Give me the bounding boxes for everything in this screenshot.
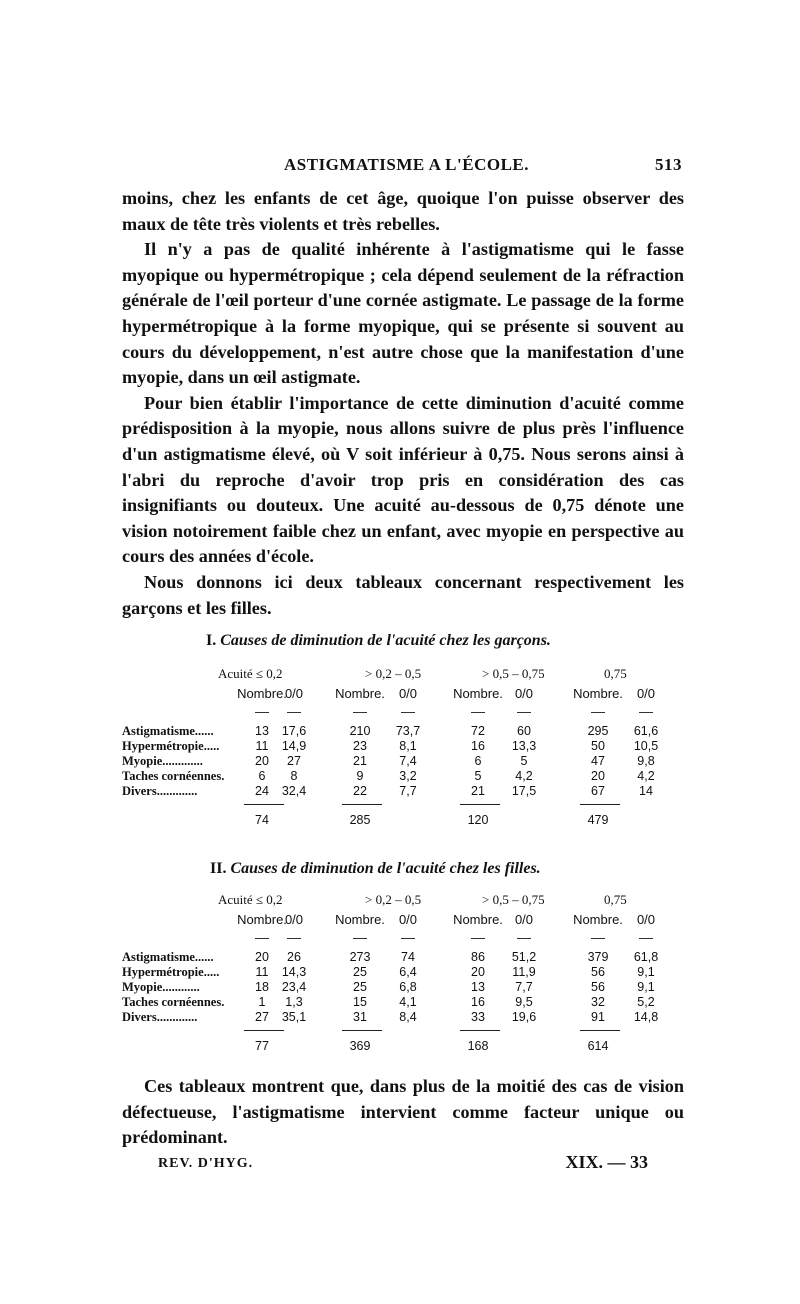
total-rule	[460, 1030, 500, 1031]
header-dash	[517, 938, 531, 939]
table-cell: 7,4	[399, 754, 417, 768]
table-cell: 14,8	[633, 1010, 659, 1024]
table-cell: 56	[591, 965, 605, 979]
header-dash	[591, 712, 605, 713]
table-cell: 9,1	[637, 980, 655, 994]
header-dash	[287, 712, 301, 713]
table-cell: 11	[255, 739, 269, 753]
paragraph: Ces tableaux montrent que, dans plus de la moitié des cas de vision défectueuse, l'astigmatisme intervient comme facteur unique ou prédominant.	[122, 1076, 684, 1148]
table-cell: 26	[287, 950, 301, 964]
header-dash	[471, 712, 485, 713]
table-cell: 22	[353, 784, 367, 798]
table-cell: 73,7	[395, 724, 421, 738]
table-cell: 14,9	[281, 739, 307, 753]
table-cell: 25	[353, 980, 367, 994]
paragraph: moins, chez les enfants de cet âge, quoique l'on puisse observer des maux de tête très violents et très rebelles.	[122, 188, 684, 234]
table-cell: 61,6	[633, 724, 659, 738]
table-cell: 16	[471, 739, 485, 753]
paragraph: Il n'y a pas de qualité inhérente à l'astigmatisme qui le fasse myopique ou hypermétropique ; cela dépend seulement de la réfraction générale de l'œil porteur d'une cornée astigmate. Le passage de la forme hypermétropique à la forme myopique, qui se présente si souvent au cours du développement, n'est autre chose que la manifestation d'une myopie, dans un œil astigmate.	[122, 239, 684, 388]
table-caption	[210, 860, 690, 878]
page-title: ASTIGMATISME A L'ÉCOLE.	[284, 155, 529, 174]
table-cell: 11	[255, 965, 269, 979]
column-total: 77	[255, 1039, 269, 1053]
column-header: Nombre.	[335, 686, 385, 701]
table-cell: 4,2	[515, 769, 533, 783]
table-cell: 20	[255, 950, 269, 964]
header-dash	[639, 938, 653, 939]
page-number: 513	[655, 155, 682, 174]
table-cell: 8	[290, 769, 298, 783]
column-group-header: 0,75	[604, 666, 627, 681]
table-cell: 51,2	[511, 950, 537, 964]
table-cell: 14,3	[281, 965, 307, 979]
column-group-header: Acuité ≤ 0,2	[218, 666, 283, 681]
column-header: Nombre.	[237, 912, 287, 927]
column-group-header: 0,75	[604, 892, 627, 907]
table-cell: 10,5	[633, 739, 659, 753]
table-cell: 4,1	[399, 995, 417, 1009]
table-cell: 21	[353, 754, 367, 768]
table-cell: 20	[591, 769, 605, 783]
row-label: Myopie.............	[122, 754, 203, 768]
statistics-table	[122, 666, 688, 842]
table-cell: 13	[471, 980, 485, 994]
table-cell: 21	[471, 784, 485, 798]
header-dash	[591, 938, 605, 939]
column-header: 0/0	[514, 912, 534, 927]
running-header	[122, 155, 682, 179]
table-cell: 3,2	[399, 769, 417, 783]
table-cell: 18	[255, 980, 269, 994]
table-cell: 23	[353, 739, 367, 753]
statistics-table	[122, 892, 688, 1068]
column-total: 74	[255, 813, 269, 827]
table-cell: 6	[258, 769, 266, 783]
column-header: Nombre.	[237, 686, 287, 701]
header-dash	[353, 712, 367, 713]
table-caption-text: Causes de diminution de l'acuité chez les garçons.	[220, 632, 551, 649]
table-cell: 20	[255, 754, 269, 768]
row-label: Hypermétropie.....	[122, 965, 220, 979]
table-cell: 67	[591, 784, 605, 798]
row-label: Hypermétropie.....	[122, 739, 220, 753]
column-group-header: > 0,5 – 0,75	[482, 892, 545, 907]
table-cell: 6,4	[399, 965, 417, 979]
table-cell: 74	[401, 950, 415, 964]
table-cell: 5,2	[637, 995, 655, 1009]
table-cell: 9,5	[515, 995, 533, 1009]
row-label: Taches cornéennes.	[122, 769, 225, 783]
header-dash	[287, 938, 301, 939]
closing-text	[122, 1074, 684, 1151]
header-dash	[401, 938, 415, 939]
row-label: Taches cornéennes.	[122, 995, 225, 1009]
table-cell: 4,2	[637, 769, 655, 783]
table-cell: 11,9	[512, 965, 536, 979]
column-header: 0/0	[398, 912, 418, 927]
table-cell: 17,5	[511, 784, 537, 798]
table-cell: 56	[591, 980, 605, 994]
table-cell: 13	[255, 724, 269, 738]
table-cell: 17,6	[281, 724, 307, 738]
table-cell: 19,6	[511, 1010, 537, 1024]
table-cell: 273	[349, 950, 371, 964]
table-cell: 50	[591, 739, 605, 753]
column-total: 479	[587, 813, 609, 827]
table-cell: 24	[255, 784, 269, 798]
journal-signature: REV. D'HYG.	[158, 1156, 254, 1171]
column-header: Nombre.	[453, 686, 503, 701]
row-label: Myopie............	[122, 980, 200, 994]
table-cell: 32,4	[281, 784, 307, 798]
header-dash	[517, 712, 531, 713]
table-cell: 32	[591, 995, 605, 1009]
paragraph: Nous donnons ici deux tableaux concernant respectivement les garçons et les filles.	[122, 571, 684, 618]
row-label: Divers.............	[122, 784, 198, 798]
table-cell: 27	[287, 754, 301, 768]
page-footer	[158, 1152, 648, 1178]
row-label: Divers.............	[122, 1010, 198, 1024]
table-cell: 31	[353, 1010, 367, 1024]
table-cell: 7,7	[399, 784, 417, 798]
column-group-header: > 0,2 – 0,5	[365, 892, 422, 907]
column-header: Nombre.	[453, 912, 503, 927]
paragraph: Pour bien établir l'importance de cette diminution d'acuité comme prédisposition à la myopie, nous allons suivre de plus près l'influence d'un astigmatisme élevé, où V soit inférieur à 0,75. Nous serons ainsi à l'abri du reproche d'avoir trop pris en considération des cas insignifiants ou douteux. Une acuité au-dessous de 0,75 dénote une vision notoirement faible chez un enfant, avec myopie en perspective au cours des années d'école.	[122, 392, 684, 567]
table-cell: 5	[520, 754, 528, 768]
table-cell: 61,8	[633, 950, 659, 964]
table-caption	[206, 632, 686, 650]
column-total: 369	[349, 1039, 371, 1053]
total-rule	[244, 1030, 284, 1031]
table-cell: 7,7	[515, 980, 533, 994]
table-cell: 25	[353, 965, 367, 979]
header-dash	[471, 938, 485, 939]
table-cell: 379	[587, 950, 609, 964]
table-cell: 23,4	[281, 980, 307, 994]
column-total: 168	[467, 1039, 489, 1053]
table-cell: 1,3	[285, 995, 303, 1009]
table-number: I.	[206, 632, 217, 649]
table-cell: 295	[587, 724, 609, 738]
row-label: Astigmatisme......	[122, 950, 214, 964]
table-cell: 91	[591, 1010, 605, 1024]
column-group-header: > 0,2 – 0,5	[365, 666, 422, 681]
table-cell: 5	[474, 769, 482, 783]
column-header: 0/0	[284, 686, 304, 701]
column-total: 120	[467, 813, 489, 827]
total-rule	[460, 804, 500, 805]
table-cell: 72	[471, 724, 485, 738]
table-cell: 47	[591, 754, 605, 768]
column-header: 0/0	[284, 912, 304, 927]
header-dash	[639, 712, 653, 713]
table-caption-text: Causes de diminution de l'acuité chez les filles.	[230, 860, 541, 877]
total-rule	[244, 804, 284, 805]
body-text	[122, 186, 684, 621]
column-header: Nombre.	[573, 686, 623, 701]
table-cell: 9,1	[637, 965, 655, 979]
total-rule	[342, 1030, 382, 1031]
table-cell: 6,8	[399, 980, 417, 994]
table-cell: 8,1	[399, 739, 417, 753]
row-label: Astigmatisme......	[122, 724, 214, 738]
total-rule	[580, 1030, 620, 1031]
column-total: 285	[349, 813, 371, 827]
table-cell: 14	[639, 784, 653, 798]
table-cell: 15	[353, 995, 367, 1009]
table-cell: 16	[471, 995, 485, 1009]
header-dash	[255, 938, 269, 939]
table-cell: 60	[517, 724, 531, 738]
column-header: 0/0	[398, 686, 418, 701]
table-cell: 1	[258, 995, 266, 1009]
column-total: 614	[587, 1039, 609, 1053]
total-rule	[342, 804, 382, 805]
total-rule	[580, 804, 620, 805]
table-cell: 6	[474, 754, 482, 768]
header-dash	[255, 712, 269, 713]
column-group-header: Acuité ≤ 0,2	[218, 892, 283, 907]
header-dash	[401, 712, 415, 713]
table-cell: 20	[471, 965, 485, 979]
column-header: 0/0	[514, 686, 534, 701]
table-number: II.	[210, 860, 227, 877]
signature-mark: XIX. — 33	[565, 1152, 648, 1172]
table-cell: 9	[356, 769, 364, 783]
header-dash	[353, 938, 367, 939]
table-cell: 210	[349, 724, 371, 738]
table-cell: 33	[471, 1010, 485, 1024]
column-header: Nombre.	[573, 912, 623, 927]
column-header: 0/0	[636, 686, 656, 701]
column-group-header: > 0,5 – 0,75	[482, 666, 545, 681]
table-cell: 86	[471, 950, 485, 964]
table-cell: 9,8	[637, 754, 655, 768]
table-cell: 35,1	[281, 1010, 307, 1024]
table-cell: 8,4	[399, 1010, 417, 1024]
table-cell: 13,3	[511, 739, 537, 753]
column-header: 0/0	[636, 912, 656, 927]
table-cell: 27	[255, 1010, 269, 1024]
column-header: Nombre.	[335, 912, 385, 927]
